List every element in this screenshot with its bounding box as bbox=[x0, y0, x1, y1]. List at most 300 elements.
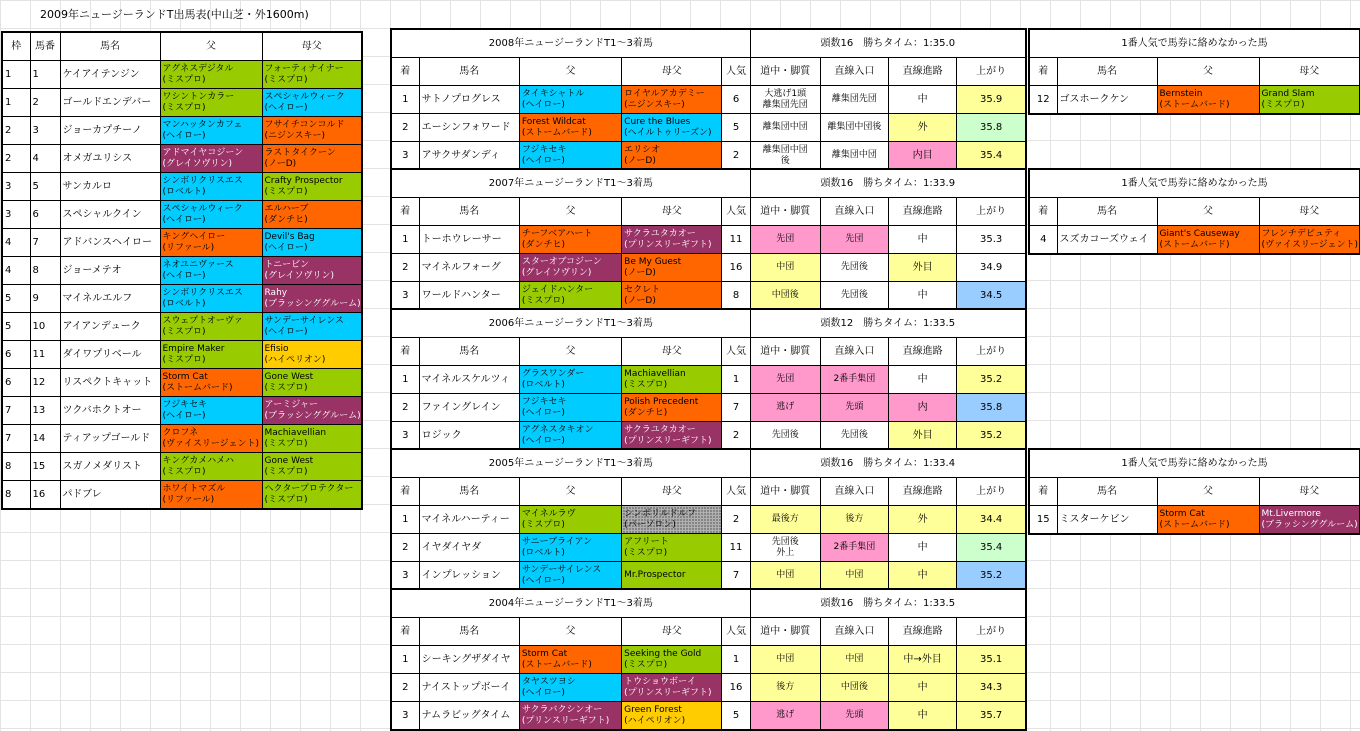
dam-sire-cell[interactable] bbox=[622, 422, 722, 451]
horse-number-cell[interactable]: 9 bbox=[30, 285, 60, 313]
waku-cell[interactable]: 2 bbox=[2, 117, 30, 145]
final-time-cell[interactable]: 35.8 bbox=[957, 114, 1026, 142]
waku-cell[interactable]: 6 bbox=[2, 369, 30, 397]
dam-sire-cell[interactable] bbox=[1259, 86, 1360, 115]
past-year-title[interactable]: 2007年ニュージーランドT1～3着馬 bbox=[391, 169, 750, 198]
unplaced-header-cell[interactable]: 馬名 bbox=[1057, 58, 1157, 86]
popularity-cell[interactable]: 8 bbox=[722, 282, 750, 311]
race-info[interactable]: 頭数16 勝ちタイム：1:35.0 bbox=[750, 29, 1026, 58]
sire-cell[interactable] bbox=[160, 453, 262, 481]
stretch-entry-cell[interactable]: 先頭 bbox=[820, 702, 888, 731]
horse-name-cell[interactable]: トーホウレーサー bbox=[419, 226, 519, 254]
final-time-cell[interactable]: 35.4 bbox=[957, 534, 1026, 562]
unplaced-title[interactable]: 1番人気で馬券に絡めなかった馬 bbox=[1029, 169, 1360, 198]
horse-name-cell[interactable]: スガノメダリスト bbox=[60, 453, 160, 481]
past-header-cell[interactable]: 父 bbox=[519, 58, 621, 86]
running-style-cell[interactable] bbox=[750, 534, 820, 562]
sire-cell[interactable] bbox=[160, 425, 262, 453]
dam-sire-cell[interactable] bbox=[622, 86, 722, 114]
stretch-path-cell[interactable]: 中 bbox=[889, 562, 957, 591]
past-header-cell[interactable]: 直線進路 bbox=[889, 58, 957, 86]
horse-name-cell[interactable]: ティアップゴールド bbox=[60, 425, 160, 453]
waku-cell[interactable]: 3 bbox=[2, 173, 30, 201]
past-header-cell[interactable]: 馬名 bbox=[419, 618, 519, 646]
sire-cell[interactable] bbox=[519, 282, 621, 311]
past-header-cell[interactable]: 道中・脚質 bbox=[750, 618, 820, 646]
entries-header-cell[interactable]: 枠 bbox=[2, 32, 30, 61]
waku-cell[interactable]: 7 bbox=[2, 425, 30, 453]
sire-cell[interactable] bbox=[519, 114, 621, 142]
horse-name-cell[interactable]: ナムラビッグタイム bbox=[419, 702, 519, 731]
stretch-entry-cell[interactable]: 2番手集団 bbox=[820, 366, 888, 394]
sire-cell[interactable] bbox=[519, 674, 621, 702]
sire-cell[interactable] bbox=[1157, 506, 1259, 535]
final-time-cell[interactable]: 35.1 bbox=[957, 646, 1026, 674]
sire-cell[interactable] bbox=[160, 229, 262, 257]
sire-cell[interactable] bbox=[519, 646, 621, 674]
past-header-cell[interactable]: 直線進路 bbox=[889, 478, 957, 506]
dam-sire-cell[interactable] bbox=[262, 117, 362, 145]
dam-sire-cell[interactable] bbox=[262, 313, 362, 341]
dam-sire-cell[interactable] bbox=[1259, 506, 1360, 535]
dam-sire-cell[interactable] bbox=[622, 562, 722, 591]
horse-name-cell[interactable]: インプレッション bbox=[419, 562, 519, 591]
running-style-cell[interactable] bbox=[750, 674, 820, 702]
past-header-cell[interactable]: 着 bbox=[391, 58, 419, 86]
past-header-cell[interactable]: 直線入口 bbox=[820, 58, 888, 86]
past-header-cell[interactable]: 上がり bbox=[957, 478, 1026, 506]
past-header-cell[interactable]: 上がり bbox=[957, 58, 1026, 86]
stretch-path-cell[interactable]: 外目 bbox=[889, 254, 957, 282]
popularity-cell[interactable]: 2 bbox=[722, 422, 750, 451]
horse-number-cell[interactable]: 7 bbox=[30, 229, 60, 257]
waku-cell[interactable]: 7 bbox=[2, 397, 30, 425]
dam-sire-cell[interactable] bbox=[262, 173, 362, 201]
final-time-cell[interactable]: 34.9 bbox=[957, 254, 1026, 282]
unplaced-title[interactable]: 1番人気で馬券に絡めなかった馬 bbox=[1029, 29, 1360, 58]
finish-position-cell[interactable]: 15 bbox=[1029, 506, 1057, 535]
final-time-cell[interactable]: 35.7 bbox=[957, 702, 1026, 731]
running-style-cell[interactable] bbox=[750, 702, 820, 731]
horse-name-cell[interactable]: ロジック bbox=[419, 422, 519, 451]
horse-name-cell[interactable]: アドバンスヘイロー bbox=[60, 229, 160, 257]
dam-sire-cell[interactable] bbox=[622, 394, 722, 422]
running-style-cell[interactable] bbox=[750, 562, 820, 591]
horse-name-cell[interactable]: サトノプログレス bbox=[419, 86, 519, 114]
stretch-entry-cell[interactable]: 先団 bbox=[820, 226, 888, 254]
final-time-cell[interactable]: 35.3 bbox=[957, 226, 1026, 254]
stretch-path-cell[interactable]: 外 bbox=[889, 506, 957, 534]
popularity-cell[interactable]: 1 bbox=[722, 646, 750, 674]
past-header-cell[interactable]: 父 bbox=[519, 478, 621, 506]
past-year-title[interactable]: 2006年ニュージーランドT1～3着馬 bbox=[391, 309, 750, 338]
past-header-cell[interactable]: 道中・脚質 bbox=[750, 58, 820, 86]
past-header-cell[interactable]: 道中・脚質 bbox=[750, 478, 820, 506]
running-style-cell[interactable] bbox=[750, 114, 820, 142]
finish-position-cell[interactable]: 1 bbox=[391, 366, 419, 394]
horse-name-cell[interactable]: マイネルエルフ bbox=[60, 285, 160, 313]
horse-number-cell[interactable]: 3 bbox=[30, 117, 60, 145]
finish-position-cell[interactable]: 4 bbox=[1029, 226, 1057, 255]
running-style-cell[interactable] bbox=[750, 282, 820, 311]
past-header-cell[interactable]: 直線入口 bbox=[820, 338, 888, 366]
dam-sire-cell[interactable] bbox=[262, 285, 362, 313]
final-time-cell[interactable]: 35.9 bbox=[957, 86, 1026, 114]
horse-name-cell[interactable]: ツクバホクトオー bbox=[60, 397, 160, 425]
sire-cell[interactable] bbox=[519, 422, 621, 451]
unplaced-header-cell[interactable]: 父 bbox=[1157, 58, 1259, 86]
popularity-cell[interactable]: 11 bbox=[722, 226, 750, 254]
past-header-cell[interactable]: 着 bbox=[391, 618, 419, 646]
running-style-cell[interactable] bbox=[750, 366, 820, 394]
dam-sire-cell[interactable] bbox=[262, 481, 362, 510]
past-header-cell[interactable]: 直線進路 bbox=[889, 198, 957, 226]
stretch-entry-cell[interactable]: 2番手集団 bbox=[820, 534, 888, 562]
dam-sire-cell[interactable] bbox=[262, 201, 362, 229]
finish-position-cell[interactable]: 3 bbox=[391, 142, 419, 171]
running-style-cell[interactable] bbox=[750, 254, 820, 282]
horse-number-cell[interactable]: 15 bbox=[30, 453, 60, 481]
past-header-cell[interactable]: 父 bbox=[519, 618, 621, 646]
horse-number-cell[interactable]: 16 bbox=[30, 481, 60, 510]
horse-name-cell[interactable]: マイネルスケルツィ bbox=[419, 366, 519, 394]
stretch-entry-cell[interactable]: 中団 bbox=[820, 562, 888, 591]
race-info[interactable]: 頭数16 勝ちタイム：1:33.5 bbox=[750, 589, 1026, 618]
stretch-path-cell[interactable]: 内目 bbox=[889, 142, 957, 171]
past-header-cell[interactable]: 馬名 bbox=[419, 478, 519, 506]
dam-sire-cell[interactable] bbox=[622, 534, 722, 562]
horse-name-cell[interactable]: ミスターケビン bbox=[1057, 506, 1157, 535]
dam-sire-cell[interactable] bbox=[622, 226, 722, 254]
horse-name-cell[interactable]: エーシンフォワード bbox=[419, 114, 519, 142]
running-style-cell[interactable] bbox=[750, 646, 820, 674]
horse-number-cell[interactable]: 13 bbox=[30, 397, 60, 425]
waku-cell[interactable]: 1 bbox=[2, 89, 30, 117]
unplaced-header-cell[interactable]: 母父 bbox=[1259, 478, 1360, 506]
dam-sire-cell[interactable] bbox=[262, 257, 362, 285]
waku-cell[interactable]: 3 bbox=[2, 201, 30, 229]
horse-number-cell[interactable]: 6 bbox=[30, 201, 60, 229]
stretch-path-cell[interactable]: 外 bbox=[889, 114, 957, 142]
sire-cell[interactable] bbox=[519, 394, 621, 422]
stretch-path-cell[interactable]: 中 bbox=[889, 282, 957, 311]
stretch-entry-cell[interactable]: 離集団先団 bbox=[820, 86, 888, 114]
unplaced-header-cell[interactable]: 着 bbox=[1029, 198, 1057, 226]
past-header-cell[interactable]: 上がり bbox=[957, 338, 1026, 366]
sire-cell[interactable] bbox=[160, 341, 262, 369]
running-style-cell[interactable] bbox=[750, 422, 820, 451]
past-header-cell[interactable]: 着 bbox=[391, 478, 419, 506]
past-header-cell[interactable]: 直線進路 bbox=[889, 338, 957, 366]
final-time-cell[interactable]: 34.3 bbox=[957, 674, 1026, 702]
sire-cell[interactable] bbox=[519, 366, 621, 394]
past-header-cell[interactable]: 着 bbox=[391, 338, 419, 366]
dam-sire-cell[interactable] bbox=[622, 674, 722, 702]
unplaced-header-cell[interactable]: 母父 bbox=[1259, 58, 1360, 86]
running-style-cell[interactable] bbox=[750, 142, 820, 171]
finish-position-cell[interactable]: 12 bbox=[1029, 86, 1057, 115]
entries-header-cell[interactable]: 馬番 bbox=[30, 32, 60, 61]
final-time-cell[interactable]: 35.8 bbox=[957, 394, 1026, 422]
sire-cell[interactable] bbox=[519, 534, 621, 562]
horse-name-cell[interactable]: イヤダイヤダ bbox=[419, 534, 519, 562]
dam-sire-cell[interactable] bbox=[262, 145, 362, 173]
stretch-entry-cell[interactable]: 離集団中団 bbox=[820, 142, 888, 171]
horse-name-cell[interactable]: スペシャルクイン bbox=[60, 201, 160, 229]
dam-sire-cell[interactable] bbox=[622, 506, 722, 534]
unplaced-header-cell[interactable]: 母父 bbox=[1259, 198, 1360, 226]
horse-name-cell[interactable]: スズカコーズウェイ bbox=[1057, 226, 1157, 255]
final-time-cell[interactable]: 35.2 bbox=[957, 366, 1026, 394]
horse-number-cell[interactable]: 11 bbox=[30, 341, 60, 369]
final-time-cell[interactable]: 35.2 bbox=[957, 422, 1026, 451]
dam-sire-cell[interactable] bbox=[622, 702, 722, 731]
dam-sire-cell[interactable] bbox=[262, 453, 362, 481]
dam-sire-cell[interactable] bbox=[262, 341, 362, 369]
past-header-cell[interactable]: 上がり bbox=[957, 618, 1026, 646]
horse-number-cell[interactable]: 14 bbox=[30, 425, 60, 453]
finish-position-cell[interactable]: 3 bbox=[391, 282, 419, 311]
popularity-cell[interactable]: 7 bbox=[722, 394, 750, 422]
entries-header-cell[interactable]: 父 bbox=[160, 32, 262, 61]
past-header-cell[interactable]: 母父 bbox=[622, 338, 722, 366]
finish-position-cell[interactable]: 2 bbox=[391, 674, 419, 702]
sire-cell[interactable] bbox=[160, 145, 262, 173]
popularity-cell[interactable]: 16 bbox=[722, 674, 750, 702]
popularity-cell[interactable]: 2 bbox=[722, 506, 750, 534]
waku-cell[interactable]: 1 bbox=[2, 61, 30, 89]
waku-cell[interactable]: 6 bbox=[2, 341, 30, 369]
horse-number-cell[interactable]: 4 bbox=[30, 145, 60, 173]
finish-position-cell[interactable]: 3 bbox=[391, 422, 419, 451]
stretch-path-cell[interactable]: 中 bbox=[889, 226, 957, 254]
past-header-cell[interactable]: 直線入口 bbox=[820, 478, 888, 506]
past-header-cell[interactable]: 着 bbox=[391, 198, 419, 226]
entries-header-cell[interactable]: 馬名 bbox=[60, 32, 160, 61]
stretch-path-cell[interactable]: 中 bbox=[889, 366, 957, 394]
finish-position-cell[interactable]: 3 bbox=[391, 702, 419, 731]
dam-sire-cell[interactable] bbox=[262, 425, 362, 453]
finish-position-cell[interactable]: 1 bbox=[391, 646, 419, 674]
unplaced-title[interactable]: 1番人気で馬券に絡めなかった馬 bbox=[1029, 449, 1360, 478]
finish-position-cell[interactable]: 1 bbox=[391, 226, 419, 254]
past-header-cell[interactable]: 上がり bbox=[957, 198, 1026, 226]
finish-position-cell[interactable]: 2 bbox=[391, 394, 419, 422]
final-time-cell[interactable]: 35.2 bbox=[957, 562, 1026, 591]
horse-number-cell[interactable]: 2 bbox=[30, 89, 60, 117]
past-header-cell[interactable]: 母父 bbox=[622, 618, 722, 646]
popularity-cell[interactable]: 16 bbox=[722, 254, 750, 282]
past-header-cell[interactable]: 馬名 bbox=[419, 58, 519, 86]
waku-cell[interactable]: 5 bbox=[2, 285, 30, 313]
horse-number-cell[interactable]: 8 bbox=[30, 257, 60, 285]
sire-cell[interactable] bbox=[519, 702, 621, 731]
unplaced-header-cell[interactable]: 父 bbox=[1157, 478, 1259, 506]
horse-name-cell[interactable]: ナイストップボーイ bbox=[419, 674, 519, 702]
past-header-cell[interactable]: 母父 bbox=[622, 198, 722, 226]
past-header-cell[interactable]: 人気 bbox=[722, 618, 750, 646]
stretch-entry-cell[interactable]: 離集団中団後 bbox=[820, 114, 888, 142]
dam-sire-cell[interactable] bbox=[622, 254, 722, 282]
race-info[interactable]: 頭数16 勝ちタイム：1:33.4 bbox=[750, 449, 1026, 478]
horse-number-cell[interactable]: 12 bbox=[30, 369, 60, 397]
finish-position-cell[interactable]: 1 bbox=[391, 506, 419, 534]
popularity-cell[interactable]: 11 bbox=[722, 534, 750, 562]
sire-cell[interactable] bbox=[160, 89, 262, 117]
dam-sire-cell[interactable] bbox=[262, 397, 362, 425]
stretch-path-cell[interactable]: 中→外目 bbox=[889, 646, 957, 674]
horse-name-cell[interactable]: アサクサダンディ bbox=[419, 142, 519, 171]
finish-position-cell[interactable]: 2 bbox=[391, 254, 419, 282]
past-header-cell[interactable]: 人気 bbox=[722, 198, 750, 226]
dam-sire-cell[interactable] bbox=[262, 229, 362, 257]
waku-cell[interactable]: 8 bbox=[2, 481, 30, 510]
sire-cell[interactable] bbox=[160, 201, 262, 229]
unplaced-header-cell[interactable]: 着 bbox=[1029, 58, 1057, 86]
final-time-cell[interactable]: 34.5 bbox=[957, 282, 1026, 311]
running-style-cell[interactable] bbox=[750, 86, 820, 114]
sire-cell[interactable] bbox=[160, 313, 262, 341]
past-header-cell[interactable]: 人気 bbox=[722, 58, 750, 86]
dam-sire-cell[interactable] bbox=[622, 646, 722, 674]
unplaced-header-cell[interactable]: 馬名 bbox=[1057, 198, 1157, 226]
horse-name-cell[interactable]: サンカルロ bbox=[60, 173, 160, 201]
waku-cell[interactable]: 5 bbox=[2, 313, 30, 341]
horse-name-cell[interactable]: マイネルハーティー bbox=[419, 506, 519, 534]
finish-position-cell[interactable]: 2 bbox=[391, 534, 419, 562]
dam-sire-cell[interactable] bbox=[622, 282, 722, 311]
past-header-cell[interactable]: 母父 bbox=[622, 58, 722, 86]
stretch-path-cell[interactable]: 中 bbox=[889, 702, 957, 731]
sire-cell[interactable] bbox=[519, 226, 621, 254]
horse-number-cell[interactable]: 5 bbox=[30, 173, 60, 201]
stretch-path-cell[interactable]: 中 bbox=[889, 674, 957, 702]
horse-name-cell[interactable]: アイアンデューク bbox=[60, 313, 160, 341]
sire-cell[interactable] bbox=[519, 86, 621, 114]
horse-name-cell[interactable]: パドブレ bbox=[60, 481, 160, 510]
stretch-entry-cell[interactable]: 先頭 bbox=[820, 394, 888, 422]
running-style-cell[interactable] bbox=[750, 226, 820, 254]
sire-cell[interactable] bbox=[160, 173, 262, 201]
past-header-cell[interactable]: 直線入口 bbox=[820, 618, 888, 646]
popularity-cell[interactable]: 2 bbox=[722, 142, 750, 171]
horse-name-cell[interactable]: ダイワプリベール bbox=[60, 341, 160, 369]
popularity-cell[interactable]: 1 bbox=[722, 366, 750, 394]
dam-sire-cell[interactable] bbox=[622, 366, 722, 394]
past-header-cell[interactable]: 馬名 bbox=[419, 338, 519, 366]
final-time-cell[interactable]: 34.4 bbox=[957, 506, 1026, 534]
horse-number-cell[interactable]: 10 bbox=[30, 313, 60, 341]
dam-sire-cell[interactable] bbox=[1259, 226, 1360, 255]
popularity-cell[interactable]: 7 bbox=[722, 562, 750, 591]
popularity-cell[interactable]: 5 bbox=[722, 702, 750, 731]
sire-cell[interactable] bbox=[160, 257, 262, 285]
popularity-cell[interactable]: 6 bbox=[722, 86, 750, 114]
stretch-entry-cell[interactable]: 先団後 bbox=[820, 422, 888, 451]
past-header-cell[interactable]: 道中・脚質 bbox=[750, 338, 820, 366]
stretch-path-cell[interactable]: 中 bbox=[889, 86, 957, 114]
running-style-cell[interactable] bbox=[750, 506, 820, 534]
stretch-entry-cell[interactable]: 後方 bbox=[820, 506, 888, 534]
past-header-cell[interactable]: 人気 bbox=[722, 478, 750, 506]
horse-name-cell[interactable]: マイネルフォーグ bbox=[419, 254, 519, 282]
sire-cell[interactable] bbox=[160, 285, 262, 313]
horse-number-cell[interactable]: 1 bbox=[30, 61, 60, 89]
sire-cell[interactable] bbox=[1157, 226, 1259, 255]
sire-cell[interactable] bbox=[160, 481, 262, 510]
waku-cell[interactable]: 2 bbox=[2, 145, 30, 173]
unplaced-header-cell[interactable]: 着 bbox=[1029, 478, 1057, 506]
past-header-cell[interactable]: 父 bbox=[519, 198, 621, 226]
sire-cell[interactable] bbox=[519, 506, 621, 534]
entries-header-cell[interactable]: 母父 bbox=[262, 32, 362, 61]
waku-cell[interactable]: 4 bbox=[2, 229, 30, 257]
race-info[interactable]: 頭数12 勝ちタイム：1:33.5 bbox=[750, 309, 1026, 338]
horse-name-cell[interactable]: リスペクトキャット bbox=[60, 369, 160, 397]
past-header-cell[interactable]: 馬名 bbox=[419, 198, 519, 226]
race-info[interactable]: 頭数16 勝ちタイム：1:33.9 bbox=[750, 169, 1026, 198]
horse-name-cell[interactable]: ワールドハンター bbox=[419, 282, 519, 311]
finish-position-cell[interactable]: 3 bbox=[391, 562, 419, 591]
horse-name-cell[interactable]: ケイアイテンジン bbox=[60, 61, 160, 89]
final-time-cell[interactable]: 35.4 bbox=[957, 142, 1026, 171]
unplaced-header-cell[interactable]: 父 bbox=[1157, 198, 1259, 226]
past-header-cell[interactable]: 人気 bbox=[722, 338, 750, 366]
sire-cell[interactable] bbox=[1157, 86, 1259, 115]
sire-cell[interactable] bbox=[160, 61, 262, 89]
dam-sire-cell[interactable] bbox=[262, 369, 362, 397]
stretch-path-cell[interactable]: 中 bbox=[889, 534, 957, 562]
horse-name-cell[interactable]: ゴスホークケン bbox=[1057, 86, 1157, 115]
waku-cell[interactable]: 8 bbox=[2, 453, 30, 481]
popularity-cell[interactable]: 5 bbox=[722, 114, 750, 142]
past-year-title[interactable]: 2004年ニュージーランドT1～3着馬 bbox=[391, 589, 750, 618]
stretch-entry-cell[interactable]: 中団後 bbox=[820, 674, 888, 702]
sire-cell[interactable] bbox=[519, 562, 621, 591]
dam-sire-cell[interactable] bbox=[622, 142, 722, 171]
finish-position-cell[interactable]: 2 bbox=[391, 114, 419, 142]
horse-name-cell[interactable]: シーキングザダイヤ bbox=[419, 646, 519, 674]
horse-name-cell[interactable]: オメガユリシス bbox=[60, 145, 160, 173]
stretch-path-cell[interactable]: 外目 bbox=[889, 422, 957, 451]
dam-sire-cell[interactable] bbox=[262, 61, 362, 89]
horse-name-cell[interactable]: ファイングレイン bbox=[419, 394, 519, 422]
sire-cell[interactable] bbox=[160, 369, 262, 397]
past-header-cell[interactable]: 直線入口 bbox=[820, 198, 888, 226]
stretch-entry-cell[interactable]: 中団 bbox=[820, 646, 888, 674]
past-header-cell[interactable]: 父 bbox=[519, 338, 621, 366]
past-year-title[interactable]: 2008年ニュージーランドT1～3着馬 bbox=[391, 29, 750, 58]
past-year-title[interactable]: 2005年ニュージーランドT1～3着馬 bbox=[391, 449, 750, 478]
unplaced-header-cell[interactable]: 馬名 bbox=[1057, 478, 1157, 506]
waku-cell[interactable]: 4 bbox=[2, 257, 30, 285]
sire-cell[interactable] bbox=[519, 254, 621, 282]
stretch-entry-cell[interactable]: 先団後 bbox=[820, 254, 888, 282]
stretch-entry-cell[interactable]: 先団後 bbox=[820, 282, 888, 311]
stretch-path-cell[interactable]: 内 bbox=[889, 394, 957, 422]
dam-sire-cell[interactable] bbox=[262, 89, 362, 117]
running-style-cell[interactable] bbox=[750, 394, 820, 422]
horse-name-cell[interactable]: ジョーカプチーノ bbox=[60, 117, 160, 145]
dam-sire-cell[interactable] bbox=[622, 114, 722, 142]
horse-name-cell[interactable]: ジョーメテオ bbox=[60, 257, 160, 285]
sire-cell[interactable] bbox=[160, 397, 262, 425]
past-header-cell[interactable]: 道中・脚質 bbox=[750, 198, 820, 226]
finish-position-cell[interactable]: 1 bbox=[391, 86, 419, 114]
sire-cell[interactable] bbox=[160, 117, 262, 145]
past-header-cell[interactable]: 母父 bbox=[622, 478, 722, 506]
past-header-cell[interactable]: 直線進路 bbox=[889, 618, 957, 646]
